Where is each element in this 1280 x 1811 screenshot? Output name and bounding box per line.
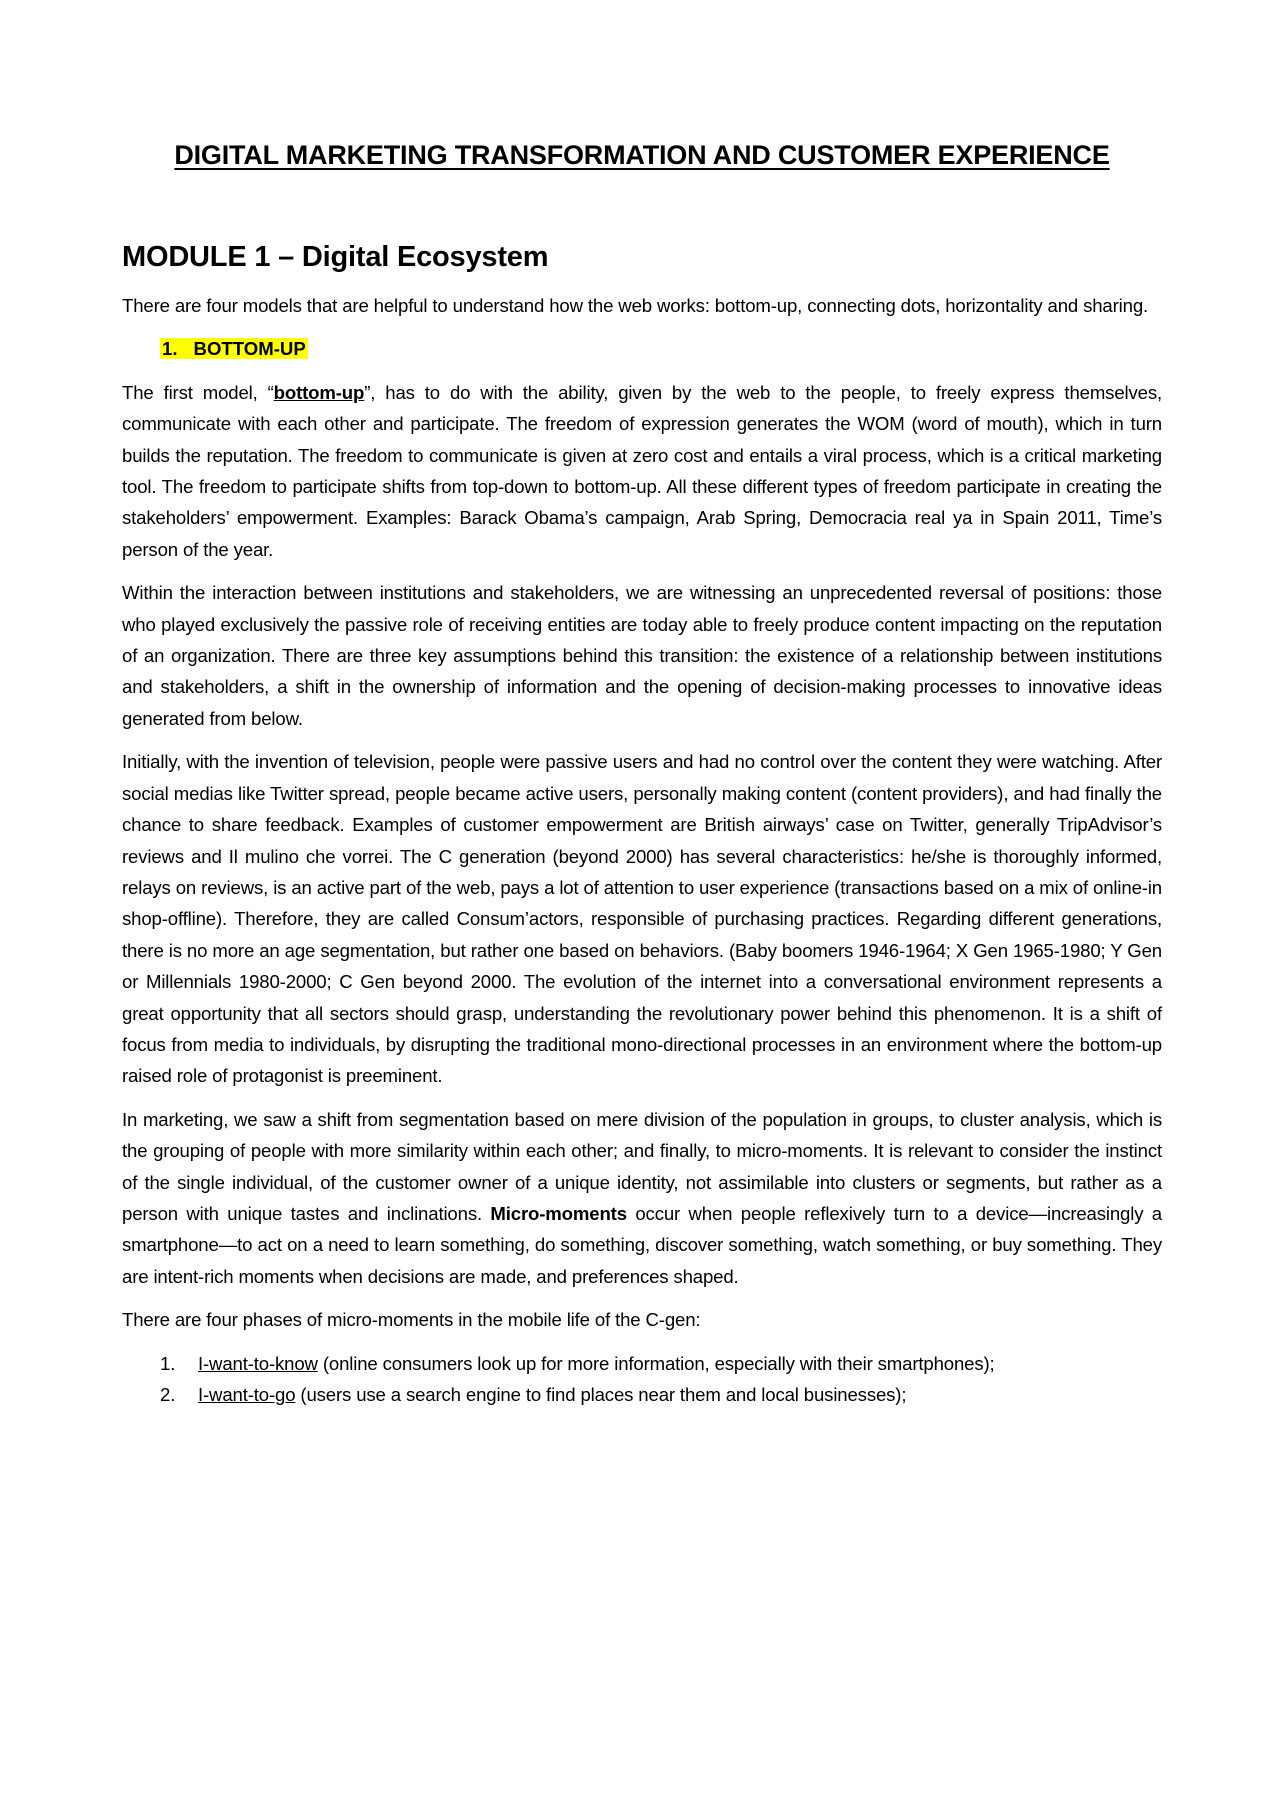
- phase-term: I-want-to-go: [198, 1384, 296, 1405]
- list-item-text: [198, 1379, 906, 1410]
- list-item: [160, 1348, 1162, 1379]
- document-title: DIGITAL MARKETING TRANSFORMATION AND CUSTOMER EXPERIENCE: [174, 140, 1110, 170]
- phases-intro-paragraph: There are four phases of micro-moments in the mobile life of the C-gen:: [122, 1309, 701, 1331]
- institutions-paragraph: Within the interaction between institutions and stakeholders, we are witnessing an unprecedented reversal of positions: those who played exclusively the passive role of receiving entities are today able to freely produce content impacting on the reputation of an organization. There are three key assumptions behind this transition: the existence of a relationship between institutions and stakeholders, a shift in the ownership of information and the opening of decision-making processes to innovative ideas generated from below.: [122, 582, 1162, 729]
- highlighted-section-label: [160, 338, 308, 359]
- paragraph-text: The first model, “: [122, 381, 274, 403]
- paragraph-text: In marketing, we saw a shift from segmentation based on mere division of the population in groups, to cluster analysis, which is the grouping of people with more similarity within each other; and finally, to micro-moments. It is relevant to consider the instinct of the single individual, of the customer owner of a unique identity, not assimilable into clusters or segments, but rather as a person with unique tastes and inclinations.: [122, 1108, 1162, 1224]
- intro-paragraph: There are four models that are helpful to understand how the web works: bottom-up, connecting dots, horizontality and sharing.: [122, 295, 1149, 316]
- paragraph-text: occur when people reflexively turn to a device—increasingly a smartphone—to act on a need to learn something, do something, discover something, watch something, or buy something. They are intent-rich moments when decisions are made, and preferences shaped.: [122, 1202, 1162, 1287]
- section-number: 1.: [162, 338, 178, 360]
- module-heading: MODULE 1 – Digital Ecosystem: [122, 241, 549, 273]
- paragraph-text: ”, has to do with the ability, given by the web to the people, to freely express themselves, communicate with each other and participate. The freedom of expression generates the WOM (word of mouth), which in turn builds the reputation. The freedom to communicate is given at zero cost and entails a viral process, which is a critical marketing tool. The freedom to participate shifts from top-down to bottom-up. All these different types of freedom participate in creating the stakeholders’ empowerment. Examples: Barack Obama’s campaign, Arab Spring, Democracia real ya in Spain 2011, Time’s person of the year.: [122, 381, 1162, 560]
- bottom-up-term: bottom-up: [273, 381, 365, 403]
- phase-description: (users use a search engine to find places near them and local businesses);: [295, 1384, 907, 1405]
- list-item: [160, 1379, 1162, 1410]
- list-item-number: 2.: [160, 1384, 176, 1405]
- section-heading-bottom-up: [160, 333, 1162, 364]
- list-item-number: 1.: [160, 1352, 176, 1374]
- phase-term: I-want-to-know: [198, 1352, 318, 1374]
- television-paragraph: Initially, with the invention of television, people were passive users and had no control over the content they were watching. After social medias like Twitter spread, people became active users, personally making content (content providers), and had finally the chance to share feedback. Examples of customer empowerment are British airways’ case on Twitter, generally TripAdvisor’s reviews and Il mulino che vorrei. The C generation (beyond 2000) has several characteristics: he/she is thoroughly informed, relays on reviews, is an active part of the web, pays a lot of attention to user experience (transactions based on a mix of online-in shop-offline). Therefore, they are called Consum’actors, responsible of purchasing practices. Regarding different generations, there is no more an age segmentation, but rather one based on behaviors. (Baby boomers 1946-1964; X Gen 1965-1980; Y Gen or Millennials 1980-2000; C Gen beyond 2000. The evolution of the internet into a conversational environment represents a great opportunity that all sectors should grasp, understanding the revolutionary power behind this phenomenon. It is a shift of focus from media to individuals, by disrupting the traditional mono-directional processes in an environment where the bottom-up raised role of protagonist is preeminent.: [122, 751, 1162, 1087]
- bottom-up-paragraph: [122, 377, 1162, 565]
- section-label: BOTTOM-UP: [193, 338, 306, 360]
- document-page: [122, 140, 1162, 1410]
- phase-description: (online consumers look up for more information, especially with their smartphones);: [317, 1352, 995, 1374]
- phases-list: [122, 1348, 1162, 1411]
- marketing-paragraph: [122, 1104, 1162, 1292]
- list-item-text: [198, 1348, 995, 1379]
- micro-moments-term: Micro-moments: [490, 1202, 627, 1224]
